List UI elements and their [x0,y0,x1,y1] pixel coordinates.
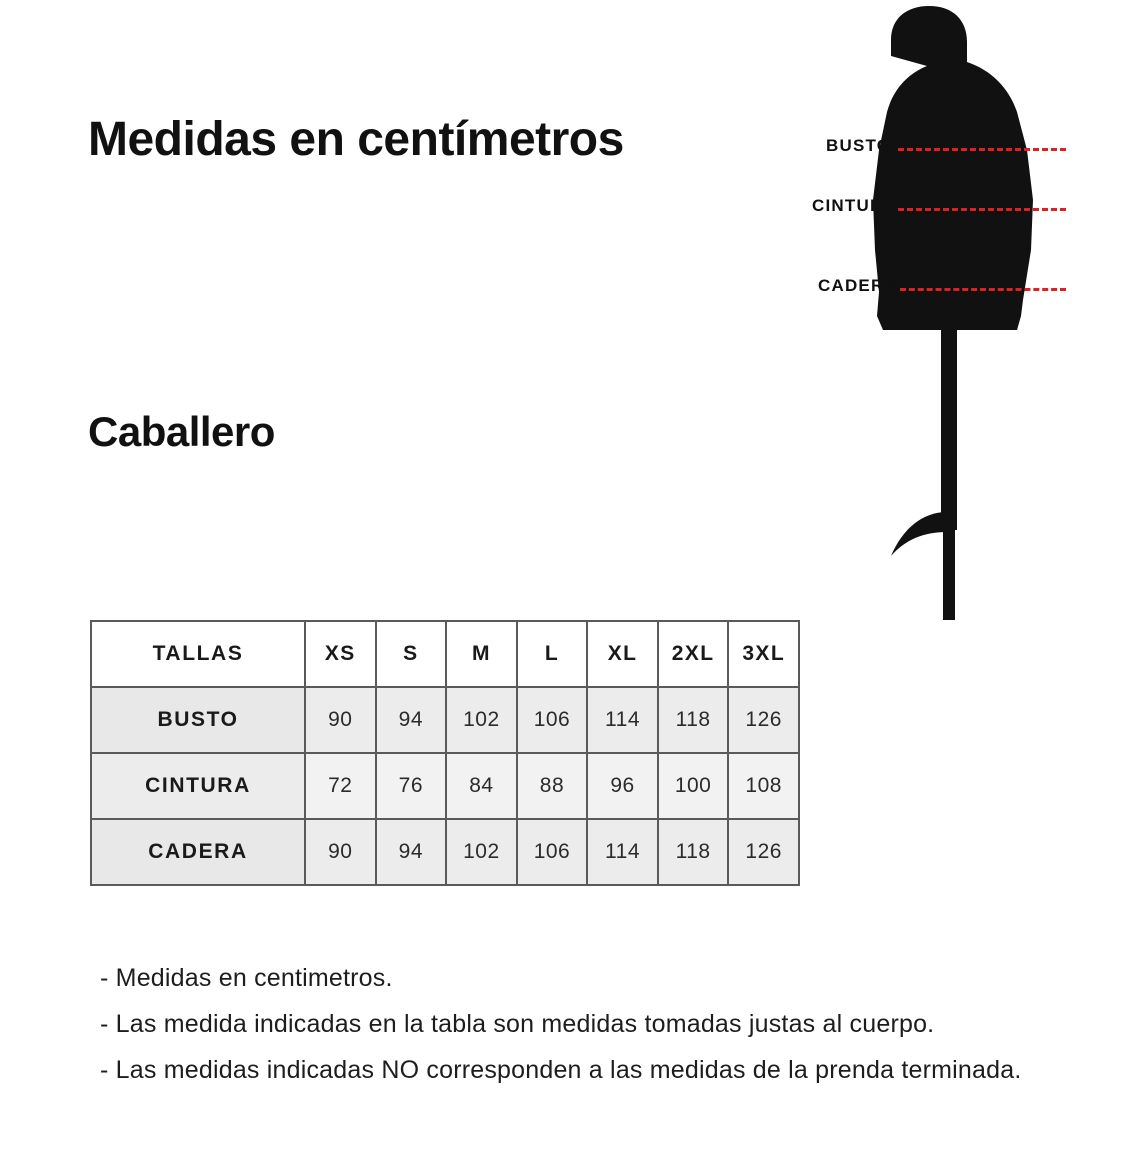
bottom-spacer [0,1136,1125,1150]
mannequin-illustration [795,0,1125,620]
notes-list [100,955,1060,1093]
row-label-cintura: CINTURA [91,753,305,819]
row-label-cadera: CADERA [91,819,305,885]
column-header-tallas: TALLAS [91,621,305,687]
column-header-3xl: 3XL [728,621,799,687]
cell-cintura-m: 84 [446,753,517,819]
size-table-wrapper [90,620,800,886]
cell-busto-3xl: 126 [728,687,799,753]
cell-busto-s: 94 [376,687,447,753]
note-item: - Las medida indicadas en la tabla son medidas tomadas justas al cuerpo. [100,1010,935,1038]
cell-cadera-xl: 114 [587,819,658,885]
size-table [90,620,800,886]
column-header-2xl: 2XL [658,621,729,687]
table-row [91,753,799,819]
table-header-row [91,621,799,687]
column-header-xl: XL [587,621,658,687]
row-label-busto: BUSTO [91,687,305,753]
cell-cintura-xl: 96 [587,753,658,819]
cell-cadera-3xl: 126 [728,819,799,885]
note-item: - Medidas en centimetros. [100,964,393,992]
cell-busto-m: 102 [446,687,517,753]
callout-line-cadera [900,288,1066,291]
cell-busto-xs: 90 [305,687,376,753]
callout-line-cintura [898,208,1066,211]
cell-cintura-2xl: 100 [658,753,729,819]
page-title: Medidas en centímetros [88,113,624,166]
column-header-m: M [446,621,517,687]
cell-cintura-xs: 72 [305,753,376,819]
table-row [91,819,799,885]
column-header-s: S [376,621,447,687]
callout-line-busto [898,148,1066,151]
column-header-l: L [517,621,588,687]
cell-cintura-l: 88 [517,753,588,819]
cell-cintura-s: 76 [376,753,447,819]
cell-cintura-3xl: 108 [728,753,799,819]
callout-label-cintura: CINTURA [812,196,897,215]
cell-cadera-2xl: 118 [658,819,729,885]
cell-cadera-l: 106 [517,819,588,885]
column-header-xs: XS [305,621,376,687]
section-title: Caballero [88,408,275,455]
callout-label-cadera: CADERA [818,276,898,295]
cell-cadera-s: 94 [376,819,447,885]
cell-cadera-m: 102 [446,819,517,885]
callout-label-busto: BUSTO [826,136,892,155]
cell-busto-l: 106 [517,687,588,753]
cell-busto-2xl: 118 [658,687,729,753]
cell-cadera-xs: 90 [305,819,376,885]
table-row [91,687,799,753]
note-item: - Las medidas indicadas NO corresponden a las medidas de la prenda terminada. [100,1056,1022,1084]
cell-busto-xl: 114 [587,687,658,753]
